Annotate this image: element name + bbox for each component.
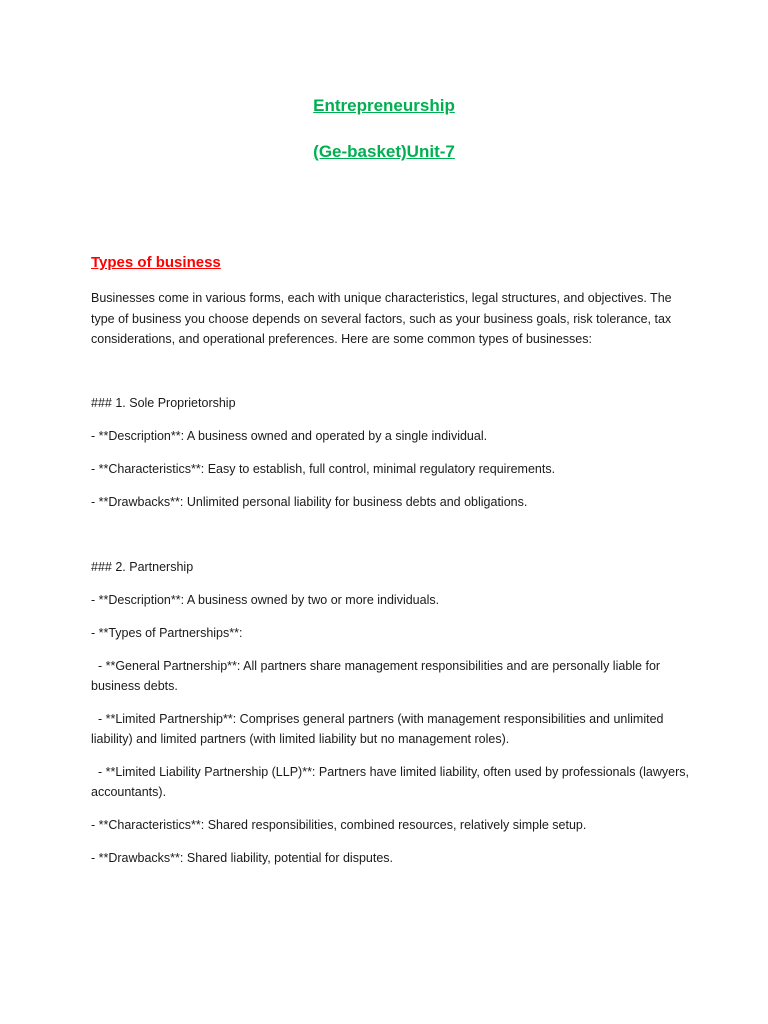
document-title: Entrepreneurship (313, 96, 455, 115)
general-partnership-item: - **General Partnership**: All partners share management responsibilities and are personally liable for business debts. (91, 659, 664, 693)
intro-paragraph: Businesses come in various forms, each with unique characteristics, legal structures, and objectives. The type of business you choose depends on several factors, such as your business goals, risk tolerance, tax considerations, and operational preferences. Here are some common types of businesses: (91, 291, 672, 346)
section-heading: Types of business (91, 254, 221, 271)
partnership-drawbacks: - **Drawbacks**: Shared liability, potential for disputes. (91, 851, 393, 865)
sole-drawbacks: - **Drawbacks**: Unlimited personal liability for business debts and obligations. (91, 495, 528, 509)
partnership-types-label: - **Types of Partnerships**: (91, 626, 243, 640)
llp-item: - **Limited Liability Partnership (LLP)**: Partners have limited liability, often used by professionals (lawyers, accountants). (91, 765, 693, 799)
document-subtitle: (Ge-basket)Unit-7 (313, 142, 455, 161)
sole-description: - **Description**: A business owned and operated by a single individual. (91, 429, 488, 443)
sole-characteristics: - **Characteristics**: Easy to establish, full control, minimal regulatory requirements. (91, 462, 556, 476)
sole-proprietorship-heading: ### 1. Sole Proprietorship (91, 396, 236, 410)
limited-partnership-item: - **Limited Partnership**: Comprises general partners (with management responsibilities and unlimited liability) and limited partners (with limited liability but no management roles). (91, 712, 667, 746)
partnership-description: - **Description**: A business owned by two or more individuals. (91, 593, 440, 607)
partnership-heading: ### 2. Partnership (91, 560, 194, 574)
partnership-characteristics: - **Characteristics**: Shared responsibilities, combined resources, relatively simple setup. (91, 818, 587, 832)
